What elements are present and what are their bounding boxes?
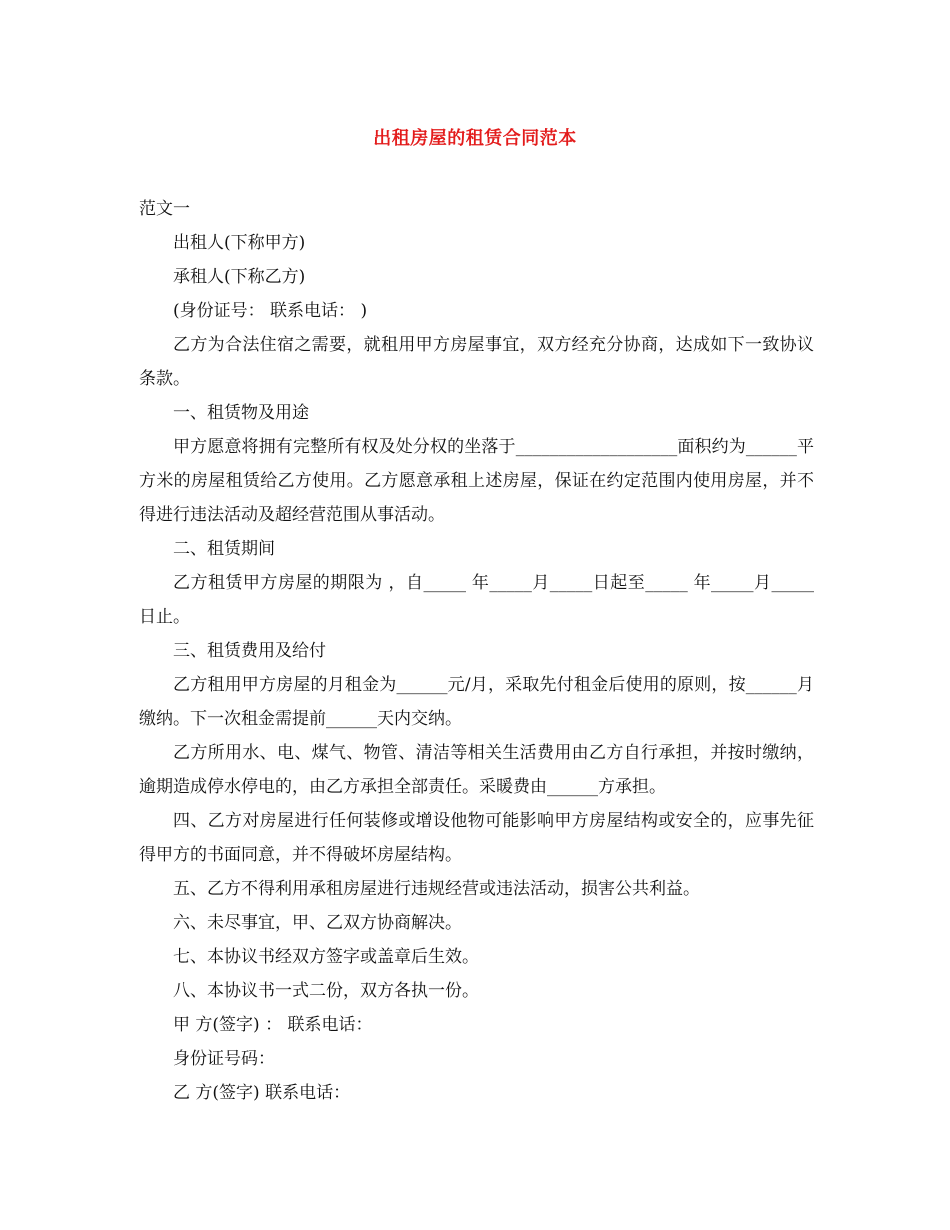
clause-eight: 八、本协议书一式二份，双方各执一份。 bbox=[173, 981, 479, 1001]
lessor-line: 出租人(下称甲方) bbox=[173, 233, 306, 253]
clause-six: 六、未尽事宜，甲、乙双方协商解决。 bbox=[173, 913, 462, 933]
utilities-paragraph: 乙方所用水、电、煤气、物管、清洁等相关生活费用由乙方自行承担，并按时缴纳，逾期造成停水停电的，由乙方承担全部责任。采暖费由______方承担。 bbox=[139, 743, 814, 797]
preamble-paragraph: 乙方为合法住宿之需要，就租用甲方房屋事宜，双方经充分协商，达成如下一致协议条款。 bbox=[139, 335, 814, 389]
document-body bbox=[139, 192, 814, 1110]
party-a-signature-line: 甲 方(签字) ： 联系电话： bbox=[173, 1015, 373, 1035]
section-heading-lease-period: 二、租赁期间 bbox=[173, 539, 275, 559]
lease-period-paragraph: 乙方租赁甲方房屋的期限为 ，自_____ 年_____月_____日起至_____ 年_____月_____日止。 bbox=[139, 573, 814, 627]
lessee-line: 承租人(下称乙方) bbox=[173, 267, 306, 287]
id-contact-line: (身份证号： 联系电话： ) bbox=[173, 301, 368, 321]
clause-seven: 七、本协议书经双方签字或盖章后生效。 bbox=[173, 947, 479, 967]
lease-object-paragraph: 甲方愿意将拥有完整所有权及处分权的坐落于___________________面积约为______平方米的房屋租赁给乙方使用。乙方愿意承租上述房屋，保证在约定范围内使用房屋，并不得进行违法活动及超经营范围从事活动。 bbox=[139, 437, 814, 525]
id-number-line: 身份证号码： bbox=[173, 1049, 275, 1069]
section-heading-lease-object: 一、租赁物及用途 bbox=[173, 403, 309, 423]
document-title: 出租房屋的租赁合同范本 bbox=[373, 128, 577, 149]
clause-five: 五、乙方不得利用承租房屋进行违规经营或违法活动，损害公共利益。 bbox=[173, 879, 700, 899]
rent-paragraph: 乙方租用甲方房屋的月租金为______元/月，采取先付租金后使用的原则，按______月缴纳。下一次租金需提前______天内交纳。 bbox=[139, 675, 814, 729]
section-heading-rent: 三、租赁费用及给付 bbox=[173, 641, 326, 661]
party-b-signature-line: 乙 方(签字) 联系电话： bbox=[173, 1083, 351, 1103]
sample-label: 范文一 bbox=[139, 199, 190, 219]
clause-four: 四、乙方对房屋进行任何装修或增设他物可能影响甲方房屋结构或安全的，应事先征得甲方的书面同意，并不得破坏房屋结构。 bbox=[139, 811, 814, 865]
